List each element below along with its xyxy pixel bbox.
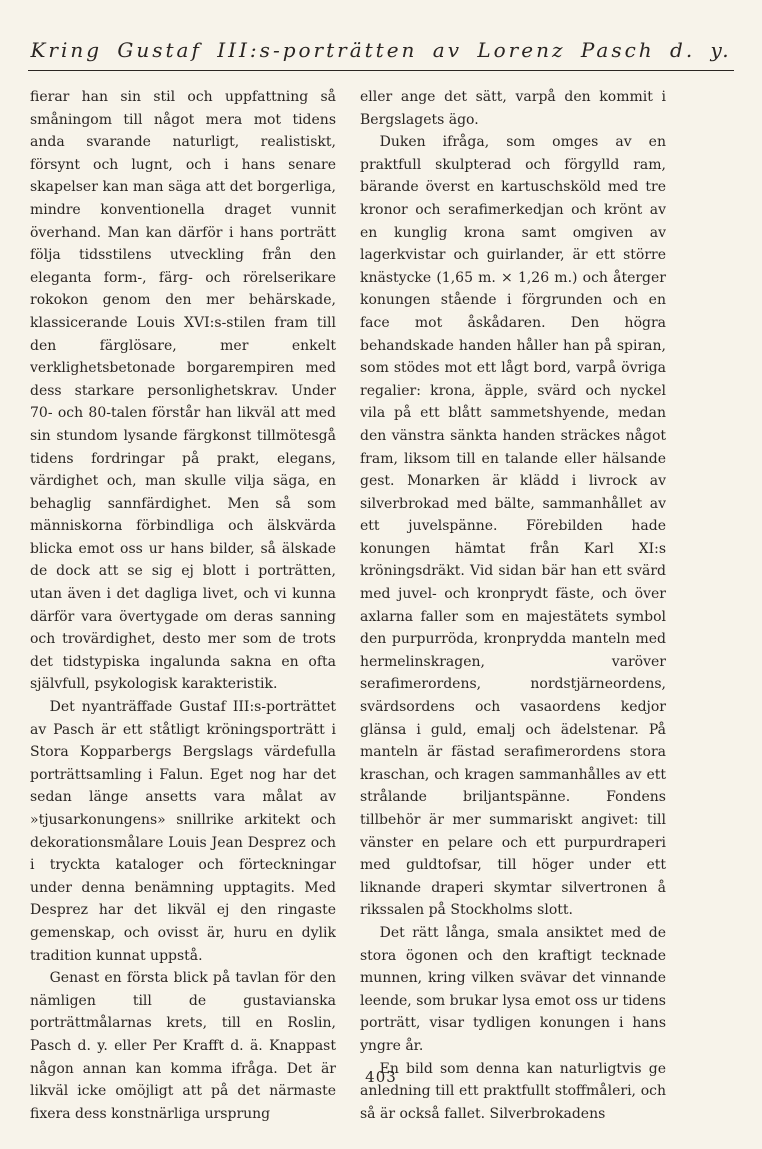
header-rule	[28, 70, 734, 71]
running-head: Kring Gustaf III:s-porträtten av Lorenz Pasch d. y.	[30, 38, 732, 62]
paragraph: Det rätt långa, smala ansiktet med de stora ögonen och den kraftigt tecknade munnen, kring vilken svävar det vinnande leende, som brukar lysa emot oss ur tidens porträtt, visar tydligen konungen i hans yngre år.	[360, 924, 666, 1054]
left-column	[30, 86, 336, 1125]
paragraph: fierar han sin stil och uppfattning så småningom till något mera mot tidens anda svarande naturligt, realistiskt, försynt och lugnt, och i hans senare skapelser kan man säga att det borgerliga, mindre konventionella draget vunnit överhand. Man kan därför i hans porträtt följa tidsstilens utveckling från den eleganta form-, färg- och rörelserikare rokokon genom den mer behärskade, klassicerande Louis XVI:s-stilen fram till den färglösare, mer enkelt verklighetsbetonade borgarempiren med dess starkare personlighetskrav. Under 70- och 80-talen förstår han likväl att med sin stundom lysande färgkonst tillmötesgå tidens fordringar på prakt, elegans, värdighet och, man skulle vilja säga, en behaglig sannfärdighet. Men så som människorna förbindliga och älskvärda blicka emot oss ur hans bilder, så älskade de dock att se sig ej blott i porträtten, utan även i det dagliga livet, och vi kunna därför vara övertygade om deras sanning och trovärdighet, desto mer som de trots det tidstypiska ingalunda sakna en ofta självfull, psykologisk karakteristik.	[30, 89, 336, 693]
paragraph: Det nyanträffade Gustaf III:s-porträttet av Pasch är ett ståtligt kröningsporträtt i Stora Kopparbergs Bergslags värdefulla porträttsamling i Falun. Eget nog har det sedan länge ansetts vara målat av »tjusarkonungens» snillrike arkitekt och dekorationsmålare Louis Jean Desprez och i tryckta kataloger och förteckningar under denna benämning upptagits. Med Desprez har det likväl ej den ringaste gemenskap, och ovisst är, huru en dylik tradition kunnat uppstå.	[30, 699, 336, 964]
paragraph: eller ange det sätt, varpå den kommit i Bergslagets ägo.	[360, 89, 666, 128]
paragraph: En bild som denna kan naturligtvis ge anledning till ett praktfullt stoffmåleri, och så är också fallet. Silverbrokadens	[360, 1060, 666, 1122]
paragraph: Duken ifråga, som omges av en praktfull skulpterad och förgylld ram, bärande överst en kartuschsköld med tre kronor och serafimerkedjan och krönt av en kunglig krona samt omgiven av lagerkvistar och guirlander, är ett större knästycke (1,65 m. × 1,26 m.) och återger konungen stående i förgrunden och en face mot åskådaren. Den högra behandskade handen håller han på spiran, som stödes mot ett lågt bord, varpå övriga regalier: krona, äpple, svärd och nyckel vila på ett blått sammetshyende, medan den vänstra sänkta handen sträckes något fram, liksom till en talande eller hälsande gest. Monarken är klädd i livrock av silverbrokad med bälte, sammanhållet av ett juvelspänne. Förebilden hade konungen hämtat från Karl XI:s kröningsdräkt. Vid sidan bär han ett svärd med juvel- och kronprydt fäste, och över axlarna faller som en majestätets symbol den purpurröda, kronprydda manteln med hermelinskragen, varöver serafimerordens, nordstjärneordens, svärdsordens och vasaordens kedjor glänsa i guld, emalj och ädelstenar. På manteln är fästad serafimerordens stora kraschan, och kragen sammanhålles av ett strålande briljantspänne. Fondens tillbehör är mer summariskt angivet: till vänster en pelare och ett purpurdraperi med guldtofsar, till höger under ett liknande draperi skymtar silvertronen å rikssalen på Stockholms slott.	[360, 134, 666, 919]
paragraph: Genast en första blick på tavlan för den nämligen till de gustavianska porträttmålarnas krets, till en Roslin, Pasch d. y. eller Per Krafft d. ä. Knappast någon annan kan komma ifråga. Det är likväl icke omöjligt att på det närmaste fixera dess konstnärliga ursprung	[30, 970, 336, 1122]
right-column	[360, 86, 666, 1125]
page-number: 403	[365, 1068, 397, 1086]
